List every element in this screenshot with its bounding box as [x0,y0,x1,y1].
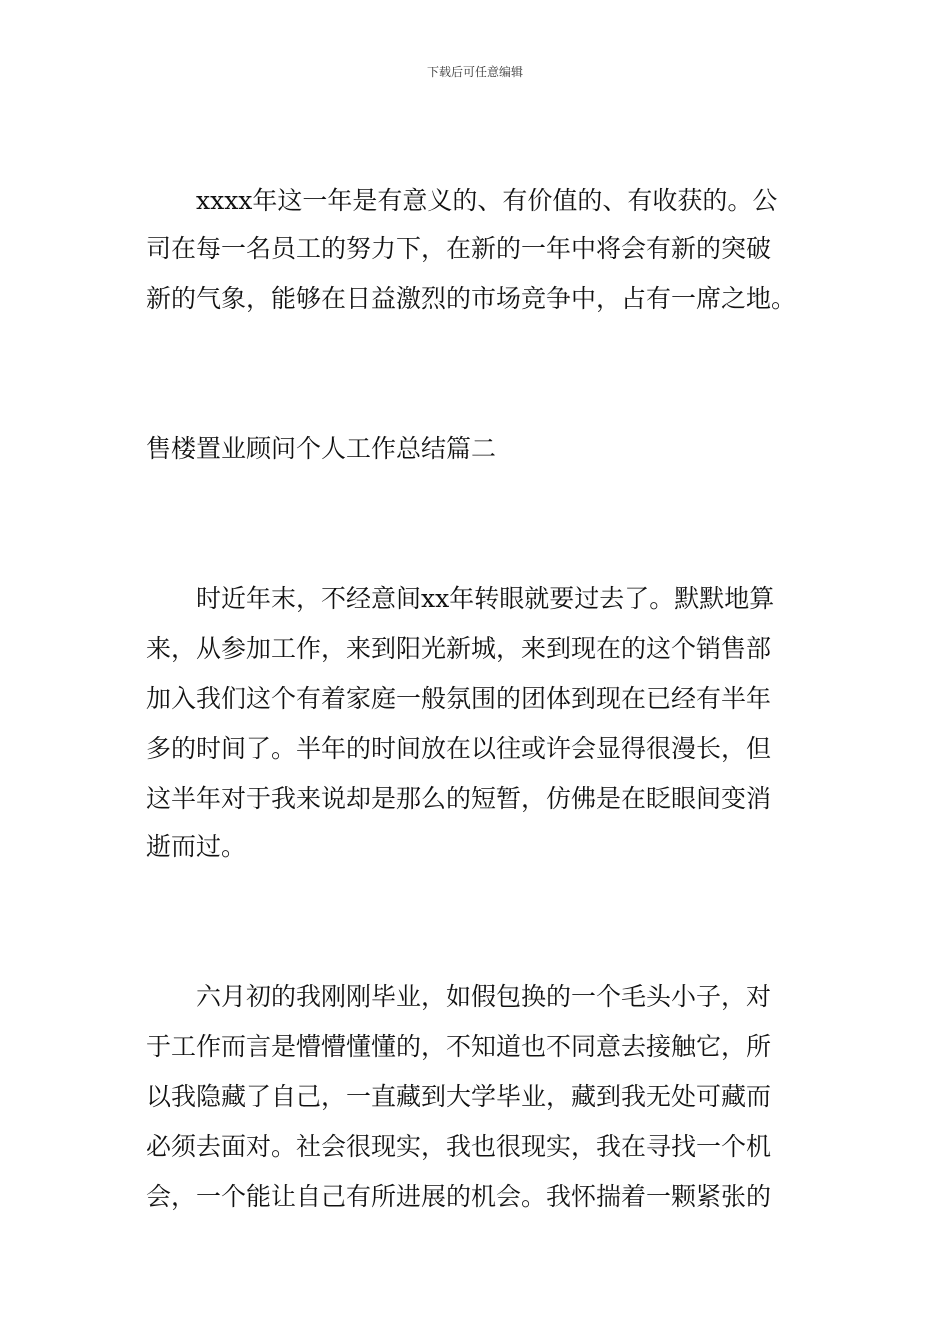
page-header-note: 下载后可任意编辑 [426,65,523,79]
paragraph-line: 逝而过。 [146,832,247,861]
paragraph-line: 多的时间了。半年的时间放在以往或许会显得很漫长，但 [146,734,772,763]
paragraph-line: 时近年末，不经意间xx年转眼就要过去了。默默地算 [196,584,775,613]
paragraph-line: 新的气象，能够在日益激烈的市场竞争中，占有一席之地。 [146,284,797,313]
paragraph-line: xxxx年这一年是有意义的、有价值的、有收获的。公 [196,186,778,215]
paragraph-line: 以我隐藏了自己，一直藏到大学毕业，藏到我无处可藏而 [146,1082,772,1111]
paragraph-line: 加入我们这个有着家庭一般氛围的团体到现在已经有半年 [146,684,772,713]
section-title: 售楼置业顾问个人工作总结篇二 [146,434,497,463]
paragraph-line: 六月初的我刚刚毕业，如假包换的一个毛头小子，对 [196,982,772,1011]
paragraph-line: 司在每一名员工的努力下，在新的一年中将会有新的突破 [146,234,772,263]
paragraph-line: 于工作而言是懵懵懂懂的，不知道也不同意去接触它，所 [146,1032,772,1061]
paragraph-line: 会，一个能让自己有所进展的机会。我怀揣着一颗紧张的 [146,1182,772,1211]
paragraph-line: 这半年对于我来说却是那么的短暂，仿佛是在眨眼间变消 [146,784,772,813]
paragraph-line: 来，从参加工作，来到阳光新城，来到现在的这个销售部 [146,634,772,663]
paragraph-line: 必须去面对。社会很现实，我也很现实，我在寻找一个机 [146,1132,772,1161]
